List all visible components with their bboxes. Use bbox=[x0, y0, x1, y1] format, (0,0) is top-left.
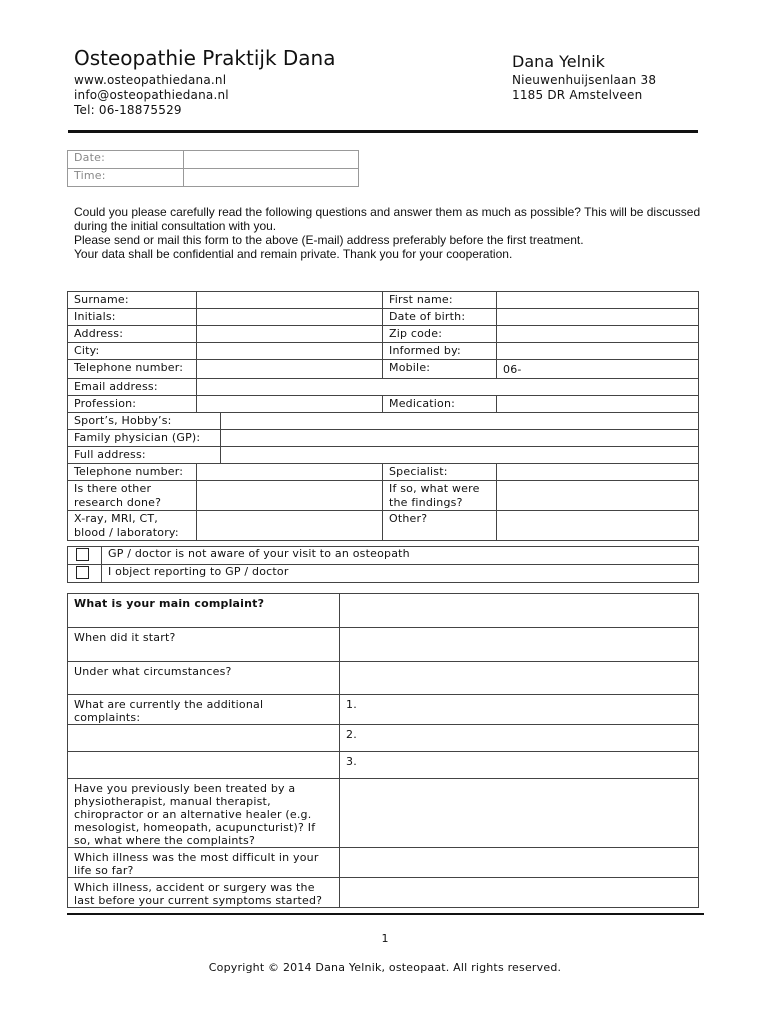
xray-field[interactable] bbox=[197, 511, 383, 541]
practice-name: Osteopathie Praktijk Dana bbox=[74, 46, 336, 70]
previous-treatment-label: Have you previously been treated by a physiotherapist, manual therapist, chiropractor or an alternative healer (e.g. mesologist, homeopath, acupuncturist)? If so, what where the complaints? bbox=[68, 779, 340, 848]
gp-unaware-label: GP / doctor is not aware of your visit to an osteopath bbox=[102, 547, 699, 565]
zip-code-field[interactable] bbox=[497, 326, 699, 343]
additional-blank-2 bbox=[68, 752, 340, 779]
additional-blank-1 bbox=[68, 725, 340, 752]
full-address-label: Full address: bbox=[68, 447, 221, 464]
address-label: Address: bbox=[68, 326, 197, 343]
family-physician-label: Family physician (GP): bbox=[68, 430, 221, 447]
mobile-label: Mobile: bbox=[383, 360, 497, 379]
zip-code-label: Zip code: bbox=[383, 326, 497, 343]
medication-field[interactable] bbox=[497, 396, 699, 413]
time-field[interactable] bbox=[184, 169, 359, 187]
full-address-field[interactable] bbox=[221, 447, 699, 464]
previous-treatment-field[interactable] bbox=[340, 779, 699, 848]
findings-field[interactable] bbox=[497, 481, 699, 511]
city-label: City: bbox=[68, 343, 197, 360]
informed-by-field[interactable] bbox=[497, 343, 699, 360]
sports-field[interactable] bbox=[221, 413, 699, 430]
xray-label: X-ray, MRI, CT, blood / laboratory: bbox=[68, 511, 197, 541]
circumstances-field[interactable] bbox=[340, 662, 699, 695]
intro-text bbox=[74, 205, 704, 261]
surname-label: Surname: bbox=[68, 292, 197, 309]
difficult-illness-field[interactable] bbox=[340, 848, 699, 878]
first-name-label: First name: bbox=[383, 292, 497, 309]
owner-street: Nieuwenhuijsenlaan 38 bbox=[512, 73, 657, 87]
intro-line-1: Could you please carefully read the following questions and answer them as much as possible? This will be discussed during the initial consultation with you. bbox=[74, 205, 701, 233]
telephone2-label: Telephone number: bbox=[68, 464, 197, 481]
difficult-illness-label: Which illness was the most difficult in your life so far? bbox=[68, 848, 340, 878]
additional-complaint-2[interactable]: 2. bbox=[340, 725, 699, 752]
informed-by-label: Informed by: bbox=[383, 343, 497, 360]
last-illness-label: Which illness, accident or surgery was the last before your current symptoms started? bbox=[68, 878, 340, 908]
specialist-field[interactable] bbox=[497, 464, 699, 481]
sports-label: Sport’s, Hobby’s: bbox=[68, 413, 221, 430]
additional-complaint-3[interactable]: 3. bbox=[340, 752, 699, 779]
mobile-field[interactable]: 06- bbox=[497, 360, 699, 379]
date-field[interactable] bbox=[184, 151, 359, 169]
other-research-label: Is there other research done? bbox=[68, 481, 197, 511]
date-of-birth-label: Date of birth: bbox=[383, 309, 497, 326]
main-complaint-field[interactable] bbox=[340, 594, 699, 628]
practice-website: www.osteopathiedana.nl bbox=[74, 73, 227, 87]
page-number: 1 bbox=[381, 932, 389, 945]
specialist-label: Specialist: bbox=[383, 464, 497, 481]
footer-divider bbox=[67, 913, 704, 915]
start-label: When did it start? bbox=[68, 628, 340, 662]
object-reporting-checkbox-cell[interactable] bbox=[68, 565, 102, 583]
email-label: Email address: bbox=[68, 379, 197, 396]
header-divider bbox=[68, 130, 698, 133]
object-reporting-label: I object reporting to GP / doctor bbox=[102, 565, 699, 583]
consent-table bbox=[67, 546, 699, 583]
owner-city: 1185 DR Amstelveen bbox=[512, 88, 643, 102]
practice-phone: Tel: 06-18875529 bbox=[74, 103, 182, 117]
practice-email: info@osteopathiedana.nl bbox=[74, 88, 229, 102]
first-name-field[interactable] bbox=[497, 292, 699, 309]
last-illness-field[interactable] bbox=[340, 878, 699, 908]
gp-unaware-checkbox[interactable] bbox=[76, 548, 89, 561]
date-label: Date: bbox=[68, 151, 184, 169]
patient-table bbox=[67, 291, 699, 541]
complaint-table bbox=[67, 593, 699, 908]
family-physician-field[interactable] bbox=[221, 430, 699, 447]
other-label: Other? bbox=[383, 511, 497, 541]
other-research-field[interactable] bbox=[197, 481, 383, 511]
circumstances-label: Under what circumstances? bbox=[68, 662, 340, 695]
initials-label: Initials: bbox=[68, 309, 197, 326]
surname-field[interactable] bbox=[197, 292, 383, 309]
copyright-text: Copyright © 2014 Dana Yelnik, osteopaat. All rights reserved. bbox=[208, 961, 562, 974]
additional-complaints-label: What are currently the additional complaints: bbox=[68, 695, 340, 725]
findings-label: If so, what were the findings? bbox=[383, 481, 497, 511]
main-complaint-label: What is your main complaint? bbox=[68, 594, 340, 628]
time-label: Time: bbox=[68, 169, 184, 187]
telephone-field[interactable] bbox=[197, 360, 383, 379]
telephone2-field[interactable] bbox=[197, 464, 383, 481]
intro-line-3: Your data shall be confidential and remain private. Thank you for your cooperation. bbox=[74, 247, 513, 261]
object-reporting-checkbox[interactable] bbox=[76, 566, 89, 579]
other-field[interactable] bbox=[497, 511, 699, 541]
date-of-birth-field[interactable] bbox=[497, 309, 699, 326]
profession-label: Profession: bbox=[68, 396, 197, 413]
appointment-table bbox=[67, 150, 359, 187]
city-field[interactable] bbox=[197, 343, 383, 360]
owner-name: Dana Yelnik bbox=[512, 52, 605, 71]
address-field[interactable] bbox=[197, 326, 383, 343]
initials-field[interactable] bbox=[197, 309, 383, 326]
additional-complaint-1[interactable]: 1. bbox=[340, 695, 699, 725]
start-field[interactable] bbox=[340, 628, 699, 662]
email-field[interactable] bbox=[197, 379, 699, 396]
gp-unaware-checkbox-cell[interactable] bbox=[68, 547, 102, 565]
intro-line-2: Please send or mail this form to the above (E-mail) address preferably before the first treatment. bbox=[74, 233, 584, 247]
telephone-label: Telephone number: bbox=[68, 360, 197, 379]
medication-label: Medication: bbox=[383, 396, 497, 413]
profession-field[interactable] bbox=[197, 396, 383, 413]
